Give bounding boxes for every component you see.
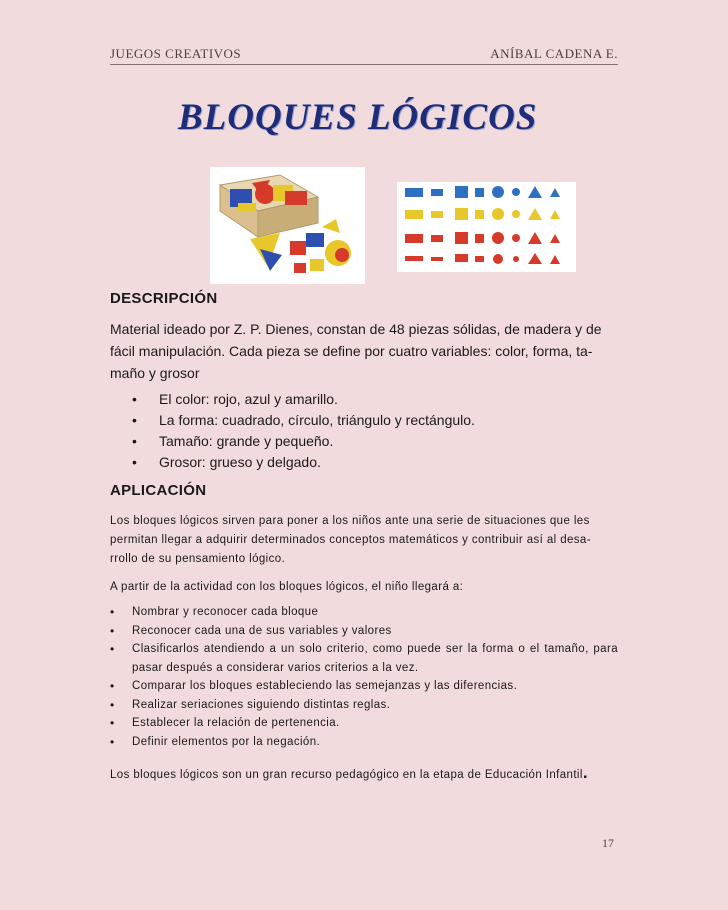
- list-item-text: Tamaño: grande y pequeño.: [159, 433, 334, 449]
- header-left-text: JUEGOS CREATIVOS: [110, 46, 242, 61]
- list-item-text: El color: rojo, azul y amarillo.: [159, 391, 338, 407]
- list-item-text: La forma: cuadrado, círculo, triángulo y rectángulo.: [159, 412, 475, 428]
- closing-period: .: [582, 763, 588, 782]
- list-item: [110, 696, 618, 715]
- variables-list: [110, 389, 618, 473]
- list-item-text: Definir elementos por la negación.: [132, 735, 321, 748]
- list-item-text: Clasificarlos atendiendo a un solo criterio, como puede ser la forma o el tamaño, para pasar después a considerar varios criterios a la vez.: [132, 643, 618, 674]
- bullet-icon: •: [110, 642, 115, 656]
- list-item: [110, 452, 618, 473]
- list-item: [110, 714, 618, 733]
- bullet-icon: •: [110, 716, 115, 730]
- logic-blocks-grid-image: [397, 182, 576, 272]
- list-item: [110, 622, 618, 641]
- closing-text: Los bloques lógicos son un gran recurso pedagógico en la etapa de Educación Infantil: [110, 769, 583, 781]
- descripcion-line-2: fácil manipulación. Cada pieza se define por cuatro variables: color, forma, ta-: [110, 343, 593, 359]
- page-number: 17: [602, 836, 614, 850]
- list-item-text: Nombrar y reconocer cada bloque: [132, 606, 319, 618]
- list-item-text: Grosor: grueso y delgado.: [159, 454, 321, 470]
- list-item: [110, 431, 618, 452]
- bullet-icon: •: [132, 412, 137, 428]
- descripcion-paragraph: [110, 318, 618, 384]
- aplicacion-line-2: permitan llegar a adquirir determinados conceptos matemáticos y contribuir así al desa-: [110, 534, 591, 546]
- header-right-text: ANÍBAL CADENA E.: [490, 46, 618, 61]
- bullet-icon: •: [110, 605, 115, 619]
- list-item-text: Comparar los bloques estableciendo las semejanzas y las diferencias.: [132, 680, 518, 692]
- bullet-icon: •: [132, 391, 137, 407]
- closing-sentence: [110, 763, 618, 785]
- descripcion-line-1: Material ideado por Z. P. Dienes, constan de 48 piezas sólidas, de madera y de: [110, 321, 602, 337]
- list-item-text: Establecer la relación de pertenencia.: [132, 717, 340, 729]
- list-item: [110, 389, 618, 410]
- bullet-icon: •: [132, 433, 137, 449]
- list-item-text: Reconocer cada una de sus variables y valores: [132, 624, 392, 637]
- page-header: [110, 44, 618, 65]
- bullet-icon: •: [110, 623, 115, 638]
- descripcion-line-3: maño y grosor: [110, 365, 200, 381]
- bullet-icon: •: [110, 734, 115, 749]
- bullet-icon: •: [110, 679, 115, 693]
- list-item: [110, 603, 618, 622]
- aplicacion-intro: A partir de la actividad con los bloques lógicos, el niño llegará a:: [110, 581, 464, 593]
- objectives-list: [110, 603, 618, 751]
- aplicacion-line-3: rrollo de su pensamiento lógico.: [110, 553, 286, 565]
- list-item: [110, 410, 618, 431]
- list-item: [110, 677, 618, 696]
- page-title: BLOQUES LÓGICOS: [178, 97, 538, 138]
- section-heading-descripcion: DESCRIPCIÓN: [110, 290, 218, 307]
- list-item: [110, 640, 618, 677]
- logic-blocks-box-photo: [210, 167, 365, 284]
- section-heading-aplicacion: APLICACIÓN: [110, 482, 207, 499]
- list-item-text: Realizar seriaciones siguiendo distintas reglas.: [132, 698, 391, 711]
- aplicacion-paragraph: [110, 512, 618, 569]
- aplicacion-line-1: Los bloques lógicos sirven para poner a los niños ante una serie de situaciones que les: [110, 515, 590, 527]
- bullet-icon: •: [110, 697, 115, 712]
- list-item: [110, 733, 618, 752]
- bullet-icon: •: [132, 454, 137, 470]
